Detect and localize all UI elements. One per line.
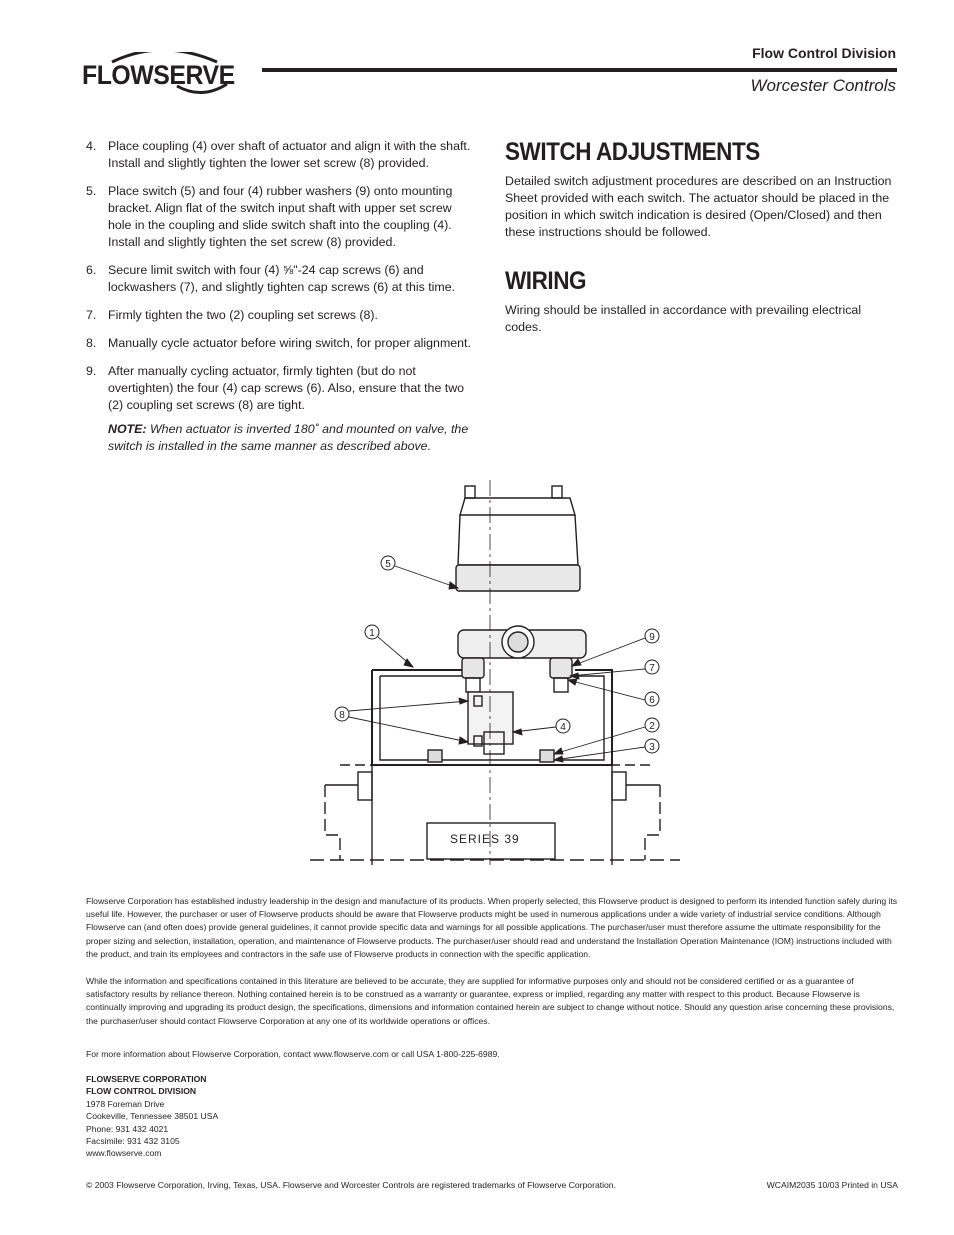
company-address	[86, 1073, 218, 1160]
copyright: © 2003 Flowserve Corporation, Irving, Texas, USA. Flowserve and Worcester Controls are registered trademarks of Flowserve Corporation.	[86, 1180, 616, 1190]
city: Cookeville, Tennessee 38501 USA	[86, 1111, 219, 1122]
callout-label: 9	[649, 632, 655, 643]
step-item	[86, 138, 478, 172]
note-text: When actuator is inverted 180˚ and mounted on valve, the switch is installed in the same manner as described above.	[108, 422, 469, 453]
step-text: After manually cycling actuator, firmly tighten (but do not overtighten) the four (4) cap screws (6). Also, ensure that the two (2) coupling set screws (8) are tight.	[108, 364, 465, 412]
callout-label: 7	[649, 663, 655, 674]
company-name: FLOWSERVE CORPORATION	[86, 1074, 207, 1084]
note-label: NOTE:	[108, 422, 147, 436]
callout-label: 1	[369, 628, 375, 639]
street: 1978 Foreman Drive	[86, 1098, 165, 1109]
callout-label: 5	[385, 559, 391, 570]
switch-mounting-diagram	[300, 480, 690, 865]
step-item	[86, 363, 478, 414]
flowserve-logo	[82, 52, 242, 98]
step-number: 4.	[86, 139, 97, 153]
callout-label: 4	[560, 722, 566, 733]
disclaimer-paragraph-2: While the information and specifications contained in this literature are believed to be accurate, they are supplied for informative purposes only and should not be considered certified or as a guarantee of satisfactory results by reliance thereon. Nothing contained herein is to be construed as a warranty or guarantee, express or implied, regarding any matter with respect to this product. Because Flowserve is continually improving and upgrading its product design, the specifications, dimensions and information contained herein are subject to change without notice. Should any question arise concerning these provisions, the purchaser/user should contact Flowserve Corporation at any one of its worldwide operations or offices.	[86, 976, 895, 1026]
switch-adjustments-text: Detailed switch adjustment procedures are described on an Instruction Sheet provided with each switch. The actuator should be placed in the position in which switch indication is desired (Open/Closed) and then these instructions should be followed.	[505, 174, 892, 239]
switch-adjustments-heading: SWITCH ADJUSTMENTS	[505, 138, 760, 166]
step-text: Place coupling (4) over shaft of actuator and align it with the shaft. Install and slightly tighten the lower set screw (8) provided.	[108, 139, 471, 170]
note	[108, 421, 478, 455]
series-label: SERIES 39	[450, 832, 520, 846]
wiring-text: Wiring should be installed in accordance with prevailing electrical codes.	[505, 303, 862, 334]
step-text: Place switch (5) and four (4) rubber washers (9) onto mounting bracket. Align flat of the switch input shaft with upper set screw hole in the coupling and slide switch shaft into the coupling (4). Install and slightly tighten the set screw (8) provided.	[108, 184, 453, 249]
step-text: Firmly tighten the two (2) coupling set screws (8).	[108, 308, 378, 322]
contact-info: For more information about Flowserve Corporation, contact www.flowserve.com or call USA 1-800-225-6989.	[86, 1049, 500, 1059]
brand-label: Worcester Controls	[750, 76, 896, 95]
phone: Phone: 931 432 4021	[86, 1123, 169, 1134]
step-number: 8.	[86, 336, 97, 350]
step-item	[86, 335, 478, 352]
step-number: 9.	[86, 364, 97, 378]
step-number: 6.	[86, 263, 97, 277]
right-column	[505, 138, 897, 336]
switch-cap	[460, 498, 575, 515]
switch-body	[456, 565, 580, 591]
step-item	[86, 262, 478, 296]
step-number: 7.	[86, 308, 97, 322]
step-number: 5.	[86, 184, 97, 198]
installation-steps	[86, 138, 478, 455]
callout-label: 8	[339, 710, 345, 721]
step-text: Secure limit switch with four (4) ⅝"-24 cap screws (6) and lockwashers (7), and slightly tighten cap screws (6) at this time.	[108, 263, 456, 294]
callout-label: 2	[649, 721, 655, 732]
callout-label: 6	[649, 695, 655, 706]
logo-text: FLOWSERVE	[82, 60, 235, 90]
website: www.flowserve.com	[86, 1148, 162, 1159]
callout-label: 3	[649, 742, 655, 753]
fax: Facsimile: 931 432 3105	[86, 1136, 180, 1147]
company-division: FLOW CONTROL DIVISION	[86, 1086, 197, 1097]
disclaimer-paragraph-1: Flowserve Corporation has established industry leadership in the design and manufacture of its products. When properly selected, this Flowserve product is designed to perform its intended function safely during its useful life. However, the purchaser or user of Flowserve products should be aware that Flowserve products might be used in numerous applications under a wide variety of industrial service conditions. Although Flowserve can (and often does) provide general guidelines, it cannot provide specific data and warnings for all possible applications. The purchaser/user must therefore assume the ultimate responsibility for the proper sizing and selection, installation, operation, and maintenance of Flowserve products. The purchaser/user should read and understand the Installation Operation Maintenance (IOM) instructions included with the product, and train its employees and contractors in the safe use of Flowserve products in connection with the specific application.	[86, 896, 898, 959]
division-label: Flow Control Division	[752, 45, 896, 61]
step-item	[86, 183, 478, 251]
wiring-heading: WIRING	[505, 267, 587, 295]
step-item	[86, 307, 478, 324]
step-text: Manually cycle actuator before wiring switch, for proper alignment.	[108, 336, 471, 350]
document-id: WCAIM2035 10/03 Printed in USA	[766, 1180, 898, 1190]
header-rule	[262, 68, 897, 72]
